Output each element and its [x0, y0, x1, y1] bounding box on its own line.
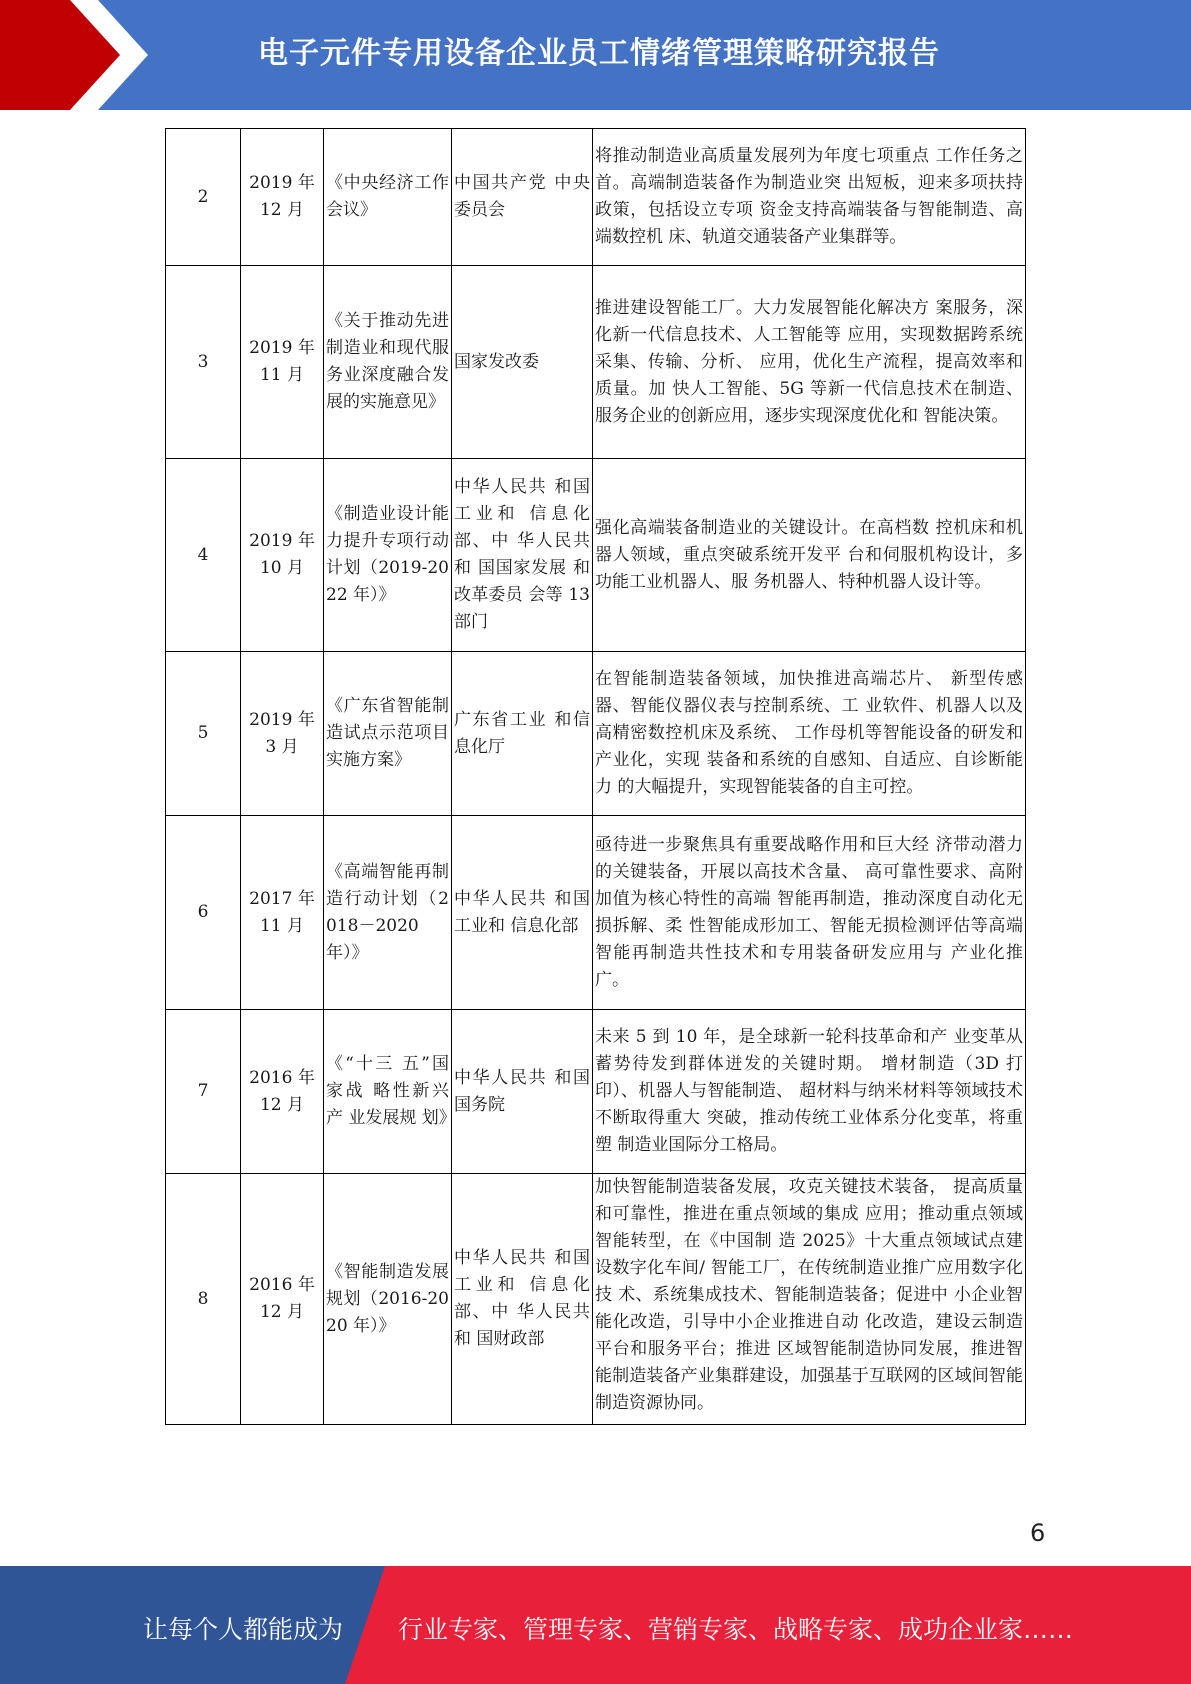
- policy-document: 《中央经济工作会议》: [324, 129, 452, 266]
- policy-document: 《广东省智能制造试点示范项目实施方案》: [324, 652, 452, 816]
- policy-content: 强化高端装备制造业的关键设计。在高档数 控机床和机器人领域，重点突破系统开发平 台和伺服机构设计，多功能工业机器人、服 务机器人、特种机器人设计等。: [593, 459, 1026, 652]
- row-number: 3: [166, 266, 241, 459]
- table-row: [166, 129, 1026, 266]
- policy-content: 未来 5 到 10 年，是全球新一轮科技革命和产 业变革从蓄势待发到群体迸发的关键时期。 增材制造（3D 打印）、机器人与智能制造、 超材料与纳米材料等领域技术不断取得重大 突破，推动传统工业体系分化变革，将重塑 制造业国际分工格局。: [593, 1010, 1026, 1174]
- page-header: [0, 0, 1191, 110]
- row-number: 4: [166, 459, 241, 652]
- policy-document: 《高端智能再制造行动计划（2018－2020 年）》: [324, 816, 452, 1010]
- issue-date: 2019 年 11 月: [241, 266, 324, 459]
- policy-table-container: [165, 128, 1025, 1425]
- issue-date: 2016 年 12 月: [241, 1174, 324, 1425]
- policy-content: 推进建设智能工厂。大力发展智能化解决方 案服务，深化新一代信息技术、人工智能等 应用，实现数据跨系统采集、传输、分析、 应用，优化生产流程，提高效率和质量。加 快人工智能、5G 等新一代信息技术在制造、 服务企业的创新应用，逐步实现深度优化和 智能决策。: [593, 266, 1026, 459]
- table-row: [166, 1010, 1026, 1174]
- issuing-body: 广东省工业 和信息化厅: [452, 652, 593, 816]
- policy-document: 《制造业设计能力提升专项行动计划（2019-2022 年）》: [324, 459, 452, 652]
- issuing-body: 中华人民共 和国工业和 信息化部、中 华人民共和 国国家发展 和改革委员 会等 13 部门: [452, 459, 593, 652]
- row-number: 8: [166, 1174, 241, 1425]
- table-row: [166, 459, 1026, 652]
- policy-content-cell: [593, 1174, 1026, 1425]
- issue-date: 2017 年 11 月: [241, 816, 324, 1010]
- footer-slogan-right: 行业专家、管理专家、营销专家、战略专家、成功企业家……: [398, 1615, 1074, 1644]
- report-title: 电子元件专用设备企业员工情绪管理策略研究报告: [258, 36, 940, 71]
- policy-content: 加快智能制造装备发展，攻克关键技术装备， 提高质量和可靠性，推进在重点领域的集成 应用；推动重点领域智能转型，在《中国制 造 2025》十大重点领域试点建设数字化车间/ 智能工厂，在传统制造业推广应用数字化技 术、系统集成技术、智能制造装备；促进中 小企业智能化改造，引导中小企业推进自动 化改造，建设云制造平台和服务平台；推进 区域智能制造协同发展，推进智能制造装备产业集群建设，加强基于互联网的区域间智能制造资源协同。: [595, 1177, 1023, 1413]
- policy-content: 在智能制造装备领域，加快推进高端芯片、 新型传感器、智能仪器仪表与控制系统、工 业软件、机器人以及高精密数控机床及系统、 工作母机等智能设备的研发和产业化，实现 装备和系统的自感知、自适应、自诊断能力 的大幅提升，实现智能装备的自主可控。: [593, 652, 1026, 816]
- table-row: [166, 816, 1026, 1010]
- page-number: 6: [1030, 1519, 1046, 1547]
- issuing-body: 中国共产党 中央委员会: [452, 129, 593, 266]
- row-number: 7: [166, 1010, 241, 1174]
- page-footer: [0, 1566, 1191, 1684]
- issue-date: 2019 年 10 月: [241, 459, 324, 652]
- table-row: [166, 266, 1026, 459]
- row-number: 2: [166, 129, 241, 266]
- issue-date: 2019 年 12 月: [241, 129, 324, 266]
- policy-content: 亟待进一步聚焦具有重要战略作用和巨大经 济带动潜力的关键装备，开展以高技术含量、 高可靠性要求、高附加值为核心特性的高端 智能再制造，推动深度自动化无损拆解、柔 性智能成形加工、智能无损检测评估等高端 智能再制造共性技术和专用装备研发应用与 产业化推广。: [593, 816, 1026, 1010]
- issuing-body: 中华人民共 和国工业和 信息化部: [452, 816, 593, 1010]
- row-number: 5: [166, 652, 241, 816]
- issuing-body: 中华人民共 和国国务院: [452, 1010, 593, 1174]
- issuing-body: 中华人民共 和国工业和 信息化部、中 华人民共和 国财政部: [452, 1174, 593, 1425]
- issuing-body: 国家发改委: [452, 266, 593, 459]
- row-number: 6: [166, 816, 241, 1010]
- policy-document: 《关于推动先进制造业和现代服务业深度融合发展的实施意见》: [324, 266, 452, 459]
- policy-table: [165, 128, 1026, 1425]
- footer-slogan-left: 让每个人都能成为: [143, 1615, 344, 1644]
- table-row: [166, 1174, 1026, 1425]
- policy-document: 《“十三 五”国家战 略性新兴产 业发展规 划》: [324, 1010, 452, 1174]
- issue-date: 2019 年 3 月: [241, 652, 324, 816]
- policy-content: 将推动制造业高质量发展列为年度七项重点 工作任务之首。高端制造装备作为制造业突 出短板，迎来多项扶持政策，包括设立专项 资金支持高端装备与智能制造、高端数控机 床、轨道交通装备产业集群等。: [593, 129, 1026, 266]
- policy-document: 《智能制造发展规划（2016-2020 年）》: [324, 1174, 452, 1425]
- issue-date: 2016 年 12 月: [241, 1010, 324, 1174]
- table-row: [166, 652, 1026, 816]
